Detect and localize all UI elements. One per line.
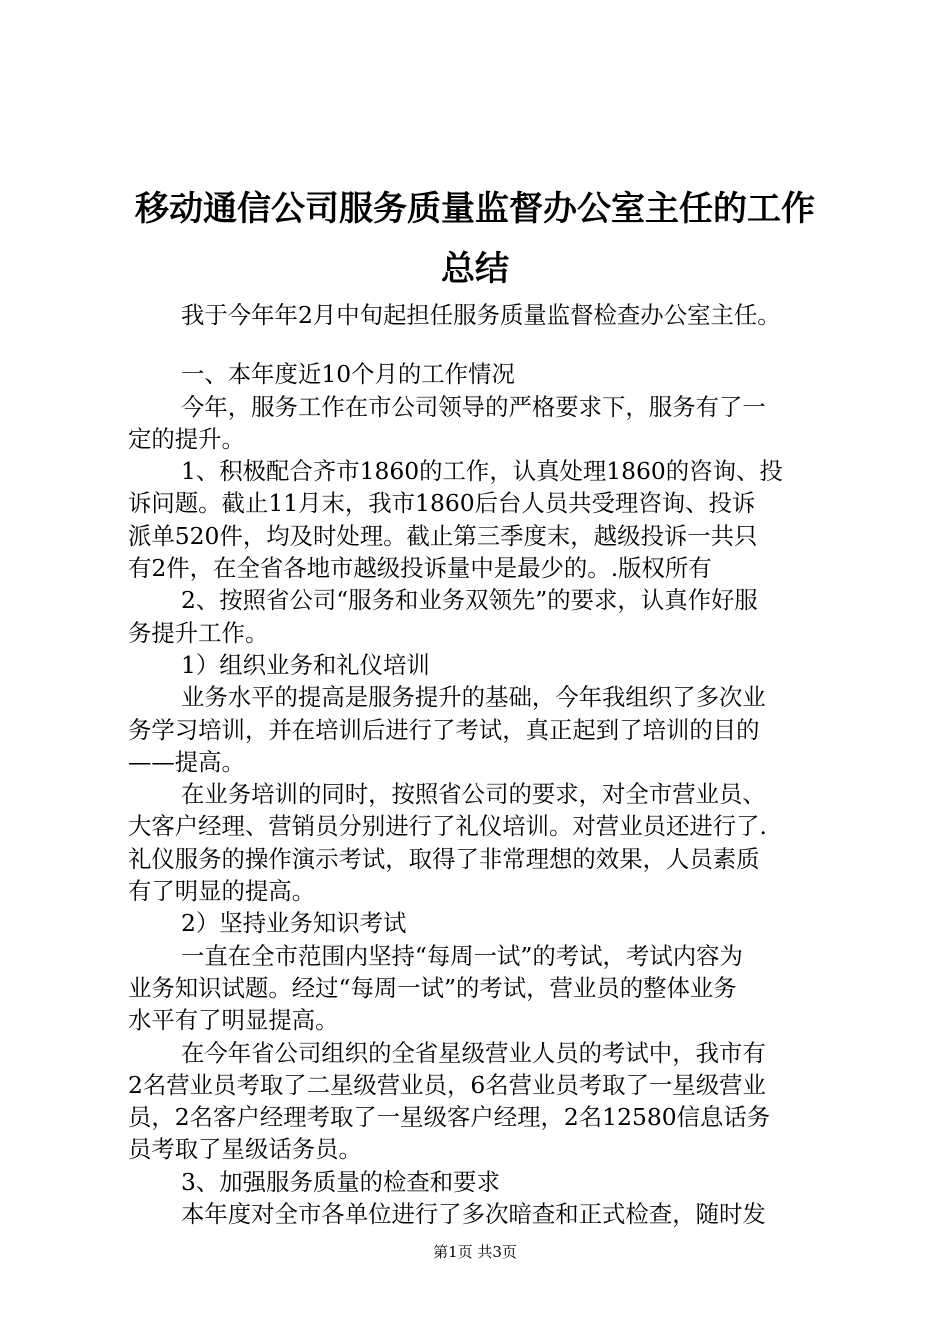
paragraph-line: 1、积极配合齐市1860的工作，认真处理1860的咨询、投 [181,457,783,486]
section-heading: 3、加强服务质量的检查和要求 [181,1167,500,1196]
paragraph-line: 员，2名客户经理考取了一星级客户经理，2名12580信息话务 [128,1103,771,1132]
paragraph-line: 本年度对全市各单位进行了多次暗查和正式检查，随时发 [181,1200,766,1229]
page-footer: 第1页 共3页 [433,1243,517,1261]
paragraph-line: 我于今年年2月中旬起担任服务质量监督检查办公室主任。 [181,301,781,329]
paragraph-line: 有了明显的提高。 [128,877,316,906]
paragraph-line: 礼仪服务的操作演示考试，取得了非常理想的效果，人员素质 [128,844,760,873]
paragraph-line: 业务水平的提高是服务提升的基础，今年我组织了多次业 [181,683,766,712]
paragraph-line: ——提高。 [128,747,245,776]
paragraph-line: 定的提升。 [128,424,245,453]
document-title-line-1: 移动通信公司服务质量监督办公室主任的工作 [135,189,815,229]
paragraph-line: 务提升工作。 [128,618,269,647]
document-title-line-2: 总结 [441,249,509,289]
document-body [128,299,838,1230]
paragraph-line: 业务知识试题。经过“每周一试”的考试，营业员的整体业务 [128,973,737,1002]
subsection-heading: 2）坚持业务知识考试 [181,909,407,938]
paragraph-line: 有2件，在全省各地市越级投诉量中是最少的。.版权所有 [128,554,712,583]
paragraph-line: 大客户经理、营销员分别进行了礼仪培训。对营业员还进行了. [128,812,767,841]
paragraph-line: 员考取了星级话务员。 [128,1135,362,1164]
paragraph-line: 在今年省公司组织的全省星级营业人员的考试中，我市有 [181,1038,766,1067]
paragraph-line: 一直在全市范围内坚持“每周一试”的考试，考试内容为 [181,941,743,970]
section-heading: 一、本年度近10个月的工作情况 [181,360,515,389]
paragraph-line: 诉问题。截止11月末，我市1860后台人员共受理咨询、投诉 [128,489,756,518]
paragraph-line: 水平有了明显提高。 [128,1006,339,1035]
paragraph-spacer [128,331,838,358]
paragraph-line: 今年，服务工作在市公司领导的严格要求下，服务有了一 [181,392,766,421]
paragraph-line: 2、按照省公司“服务和业务双领先”的要求，认真作好服 [181,586,758,615]
subsection-heading: 1）组织业务和礼仪培训 [181,650,430,679]
paragraph-line: 在业务培训的同时，按照省公司的要求，对全市营业员、 [181,780,766,809]
paragraph-line: 2名营业员考取了二星级营业员，6名营业员考取了一星级营业 [128,1070,766,1099]
paragraph-line: 务学习培训，并在培训后进行了考试，真正起到了培训的目的 [128,715,760,744]
paragraph-line: 派单520件，均及时处理。截止第三季度末，越级投诉一共只 [128,521,758,550]
